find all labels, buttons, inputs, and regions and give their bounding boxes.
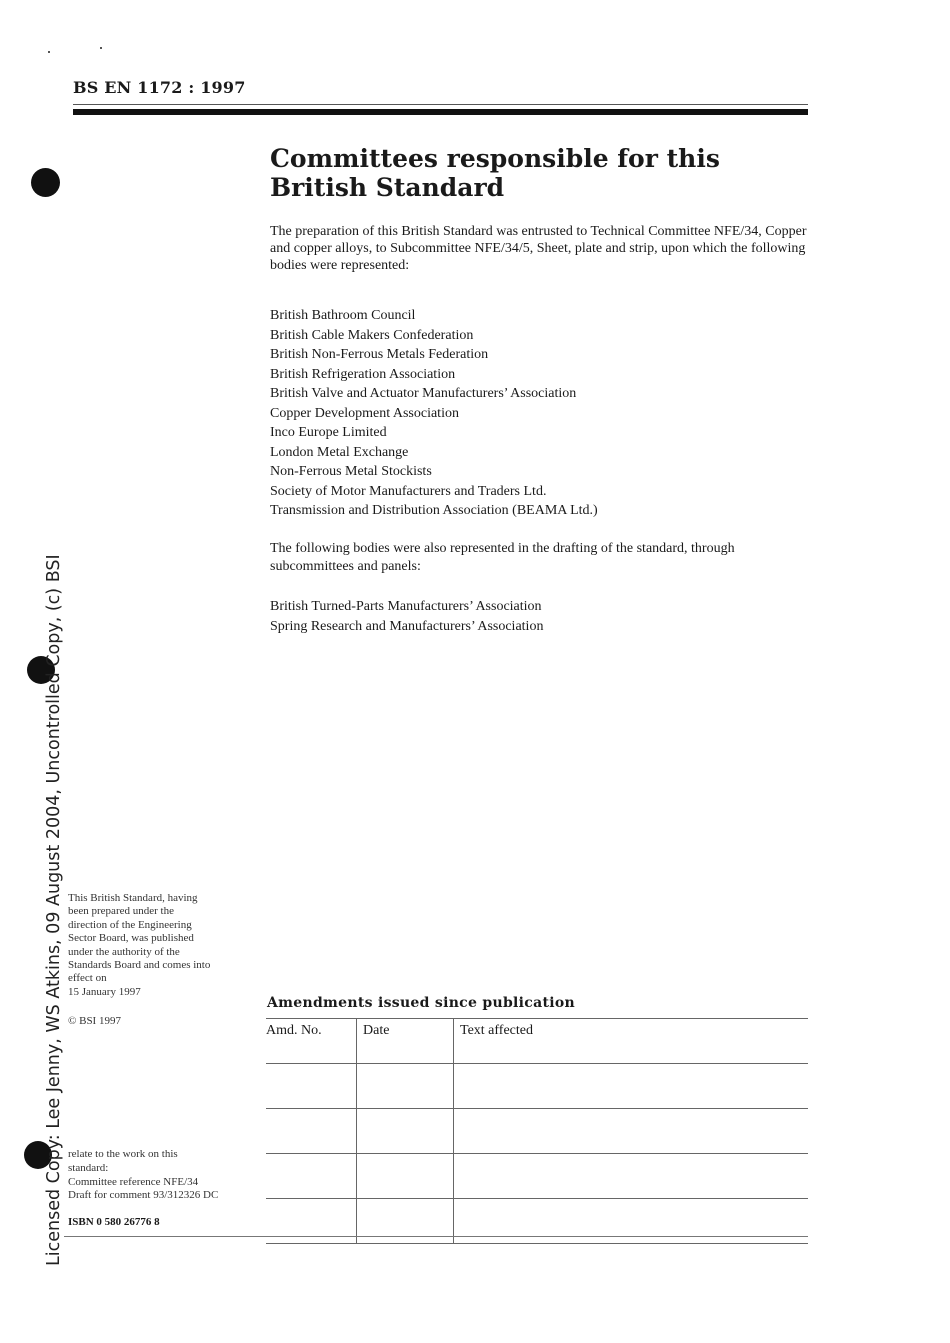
member-bodies-list [270, 306, 810, 521]
intro-paragraph: The preparation of this British Standard was entrusted to Technical Committee NFE/34, Copper and copper alloys, to Subcommittee NFE/34/5, Sheet, plate and strip, upon which the following bodies were represented: [270, 224, 807, 273]
list-item: British Refrigeration Association [270, 366, 456, 382]
table-cell [357, 1109, 454, 1154]
list-item: Copper Development Association [270, 405, 459, 421]
column-header-text-affected: Text affected [454, 1019, 809, 1064]
page-title [270, 144, 810, 202]
note-line: This British Standard, having [68, 892, 198, 904]
table-row [266, 1109, 808, 1154]
list-item: Spring Research and Manufacturers’ Association [270, 618, 544, 634]
page-title-line-1: Committees responsible for this [270, 144, 720, 173]
list-item: British Valve and Actuator Manufacturers’ Association [270, 386, 577, 401]
note-line: Committee reference NFE/34 [68, 1175, 199, 1188]
note-line: Standards Board and comes into [68, 959, 211, 972]
list-item: British Non-Ferrous Metals Federation [270, 347, 489, 362]
note-line: effect on [68, 972, 107, 985]
footer-rule [64, 1236, 808, 1237]
isbn: ISBN 0 580 26776 8 [68, 1216, 160, 1228]
list-item: Transmission and Distribution Association (BEAMA Ltd.) [270, 503, 598, 518]
table-row [266, 1064, 808, 1109]
table-row [266, 1154, 808, 1199]
license-watermark: Licensed Copy: Lee Jenny, WS Atkins, 09 August 2004, Uncontrolled Copy, (c) BSI [44, 554, 64, 1266]
note-line: relate to the work on this [68, 1148, 178, 1160]
list-item: British Bathroom Council [270, 308, 416, 323]
header-thin-rule [73, 104, 808, 105]
document-number: BS EN 1172 : 1997 [73, 78, 246, 97]
list-item: British Turned-Parts Manufacturers’ Association [270, 599, 542, 614]
table-cell [266, 1064, 357, 1109]
list-item: Inco Europe Limited [270, 425, 387, 440]
table-cell [454, 1064, 809, 1109]
note-line: direction of the Engineering [68, 918, 192, 931]
amendments-table [266, 1018, 808, 1244]
list-item: Non-Ferrous Metal Stockists [270, 464, 432, 479]
binder-hole [31, 168, 60, 197]
note-line: been prepared under the [68, 905, 174, 918]
committee-reference-note [68, 1148, 258, 1203]
table-header-row [266, 1019, 808, 1064]
column-header-date: Date [357, 1019, 454, 1064]
additional-bodies-list [270, 597, 810, 636]
table-cell [454, 1109, 809, 1154]
page-title-line-2: British Standard [270, 173, 505, 202]
list-item: British Cable Makers Confederation [270, 327, 474, 343]
also-represented-paragraph: The following bodies were also represented in the drafting of the standard, through subcommittees and panels: [270, 541, 735, 574]
note-line: Draft for comment 93/312326 DC [68, 1189, 219, 1202]
amendments-title: Amendments issued since publication [267, 995, 575, 1011]
table-cell [266, 1109, 357, 1154]
column-header-amd-no: Amd. No. [266, 1019, 357, 1064]
scan-speck [48, 51, 50, 53]
table-cell [454, 1154, 809, 1199]
publication-note [68, 892, 248, 999]
list-item: Society of Motor Manufacturers and Traders Ltd. [270, 483, 547, 499]
note-line: under the authority of the [68, 945, 180, 958]
list-item: London Metal Exchange [270, 444, 409, 460]
table-cell [357, 1154, 454, 1199]
copyright-notice: © BSI 1997 [68, 1015, 121, 1027]
table-cell [266, 1154, 357, 1199]
scan-speck [100, 47, 102, 49]
note-line: Sector Board, was published [68, 932, 194, 945]
note-line: standard: [68, 1161, 109, 1174]
table-cell [357, 1064, 454, 1109]
header-thick-rule [73, 109, 808, 115]
note-line: 15 January 1997 [68, 985, 141, 998]
